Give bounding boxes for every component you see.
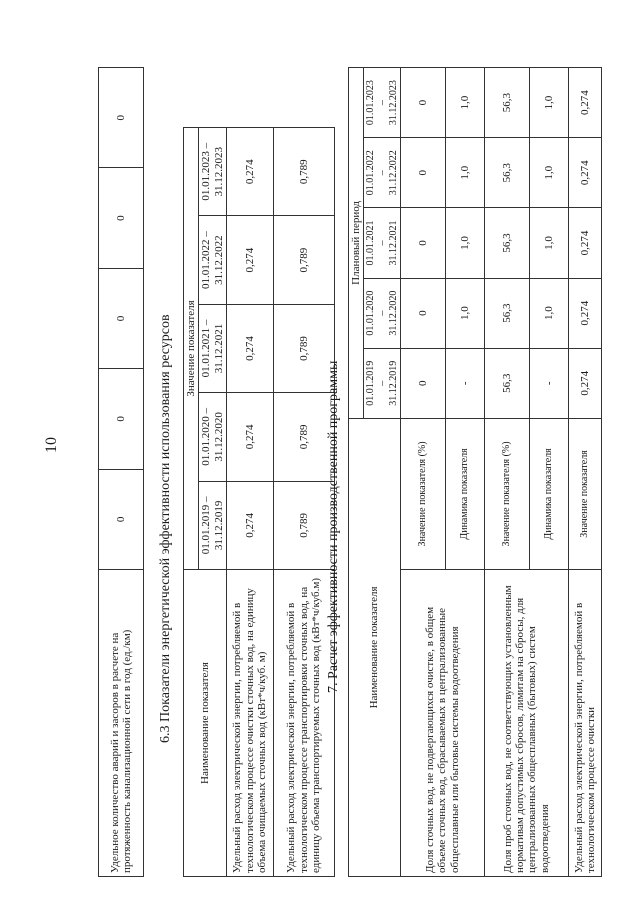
accidents-table — [98, 67, 144, 877]
period-end: 31.12.2020 — [387, 290, 399, 336]
value-cell: 0 — [99, 168, 144, 268]
dynamics-label: Динамика показателя — [445, 418, 484, 569]
value-cell: 1,0 — [445, 68, 484, 138]
value-cell: 56,3 — [484, 278, 529, 348]
period-dash: – — [376, 170, 388, 176]
value-label: Значение показателя — [568, 418, 601, 569]
row-label: Доля проб сточных вод, не соответствующих установленным нормативам допустимых сбросов, лимитам на сбросы, для централизованных общесплавных (бытовых) систем водоотведения — [484, 570, 568, 877]
value-cell: 0,274 — [568, 278, 601, 348]
table-header-row — [349, 68, 364, 877]
period-header — [364, 348, 401, 418]
row-label: Удельный расход электрической энергии, потребляемой в технологическом процессе очистки — [568, 570, 601, 877]
value-cell: 0,789 — [273, 393, 334, 481]
dynamics-label: Динамика показателя — [529, 418, 568, 569]
table-row — [484, 68, 529, 877]
period-start: 01.01.2021 — [365, 220, 377, 266]
value-label: Значение показателя (%) — [400, 418, 445, 569]
period-header — [364, 208, 401, 278]
value-cell: 0,274 — [568, 348, 601, 418]
value-cell: 0,789 — [273, 481, 334, 569]
table-header-row — [184, 128, 199, 877]
value-cell: 1,0 — [445, 208, 484, 278]
value-cell: 1,0 — [529, 208, 568, 278]
period-header: 01.01.2023 – 31.12.2023 — [199, 128, 227, 216]
period-header: 01.01.2019 – 31.12.2019 — [199, 481, 227, 569]
value-cell: 0,274 — [226, 304, 273, 392]
period-start: 01.01.2020 — [365, 290, 377, 336]
period-end: 31.12.2022 — [387, 150, 399, 196]
value-cell: 0 — [99, 469, 144, 569]
row-label: Удельное количество аварий и засоров в расчете на протяженность канализационной сети в год (ед./км) — [99, 570, 144, 877]
value-cell: 0,274 — [226, 128, 273, 216]
value-cell: 1,0 — [529, 278, 568, 348]
table-row — [400, 68, 445, 877]
period-dash: – — [376, 380, 388, 386]
col-group-header: Плановый период — [349, 68, 364, 419]
value-cell: 0 — [400, 208, 445, 278]
col-name-header: Наименование показателя — [349, 418, 401, 876]
period-dash: – — [376, 240, 388, 246]
period-header — [364, 138, 401, 208]
value-cell: 0,789 — [273, 128, 334, 216]
col-group-header: Значение показателя — [184, 128, 199, 570]
program-efficiency-table — [348, 67, 602, 877]
value-cell: 56,3 — [484, 68, 529, 138]
period-end: 31.12.2021 — [387, 220, 399, 266]
value-cell: 1,0 — [529, 68, 568, 138]
value-cell: 0,789 — [273, 216, 334, 304]
value-cell: 0,789 — [273, 304, 334, 392]
value-cell: 56,3 — [484, 138, 529, 208]
value-cell: 0 — [400, 278, 445, 348]
period-header — [364, 68, 401, 138]
col-name-header: Наименование показателя — [184, 570, 227, 877]
value-cell: 0,274 — [226, 481, 273, 569]
section-6-3-heading: 6.3 Показатели энергетической эффективности использования ресурсов — [158, 314, 173, 743]
period-start: 01.01.2023 — [365, 80, 377, 126]
table-row — [568, 68, 601, 877]
period-dash: – — [376, 100, 388, 106]
value-cell: 0,274 — [568, 68, 601, 138]
row-label: Доля сточных вод, не подвергающихся очистке, в общем объеме сточных вод, сбрасываемых в централизованные общесплавные или бытовые системы водоотведения — [400, 570, 484, 877]
row-label: Удельный расход электрической энергии, потребляемой в технологическом процессе транспортировки сточных вод, на единицу объема транспортируемых сточных вод (кВт*ч/куб.м) — [273, 570, 334, 877]
value-cell: 56,3 — [484, 208, 529, 278]
period-end: 31.12.2023 — [387, 80, 399, 126]
period-start: 01.01.2022 — [365, 150, 377, 196]
value-cell: - — [529, 348, 568, 418]
energy-efficiency-table — [183, 127, 335, 877]
section-7-heading: 7. Расчет эффективности производственной программы — [326, 360, 341, 693]
rotated-sheet — [8, 13, 623, 893]
value-cell: 0 — [99, 268, 144, 368]
value-cell: 0,274 — [226, 393, 273, 481]
value-cell: 1,0 — [445, 278, 484, 348]
value-cell: 0 — [400, 348, 445, 418]
period-header — [364, 278, 401, 348]
value-cell: 0,274 — [568, 138, 601, 208]
value-label: Значение показателя (%) — [484, 418, 529, 569]
table-row — [99, 68, 144, 877]
value-cell: 0 — [99, 369, 144, 469]
period-header: 01.01.2022 – 31.12.2022 — [199, 216, 227, 304]
value-cell: 0 — [400, 68, 445, 138]
period-end: 31.12.2019 — [387, 360, 399, 406]
period-header: 01.01.2021 – 31.12.2021 — [199, 304, 227, 392]
value-cell: 56,3 — [484, 348, 529, 418]
value-cell: 0 — [400, 138, 445, 208]
value-cell: 1,0 — [445, 138, 484, 208]
period-header: 01.01.2020 – 31.12.2020 — [199, 393, 227, 481]
period-dash: – — [376, 310, 388, 316]
value-cell: 0,274 — [568, 208, 601, 278]
value-cell: 0 — [99, 68, 144, 168]
value-cell: - — [445, 348, 484, 418]
value-cell: 1,0 — [529, 138, 568, 208]
table-row — [226, 128, 273, 877]
page-number: 10 — [43, 437, 60, 453]
value-cell: 0,274 — [226, 216, 273, 304]
period-start: 01.01.2019 — [365, 360, 377, 406]
row-label: Удельный расход электрической энергии, потребляемой в технологическом процессе очистки сточных вод, на единицу объема очищаемых сточных вод (кВт*ч/куб. м) — [226, 570, 273, 877]
